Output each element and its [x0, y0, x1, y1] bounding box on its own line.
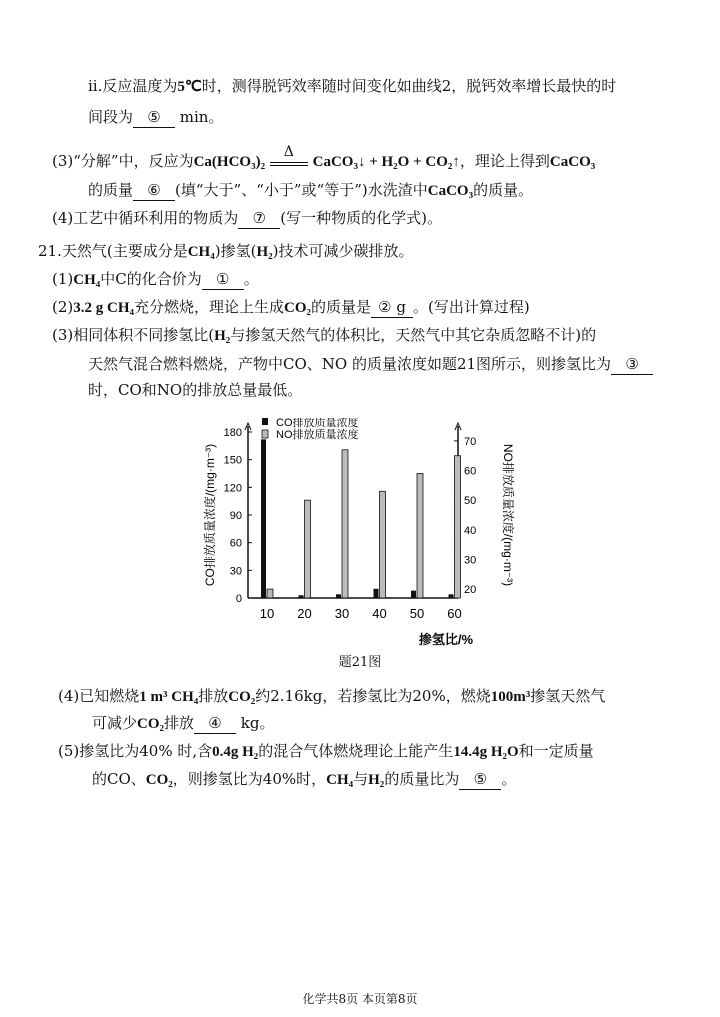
legend-no-swatch: [262, 430, 268, 438]
q21-2-co2: CO₂: [284, 300, 312, 316]
q21-4-text-g: kg。: [236, 714, 275, 732]
q20-ii-line2: [88, 107, 223, 128]
q20-3-line2: [88, 180, 533, 201]
answer-blank-3[interactable]: ③: [611, 354, 653, 375]
y-tick-label-left: 30: [229, 565, 242, 578]
q21-4-text-e: 可减少: [92, 714, 138, 732]
answer-blank-5[interactable]: ⑤: [133, 107, 175, 128]
q21-intro-b: )掺氢(: [214, 242, 257, 260]
co-bar: [299, 595, 304, 598]
co-bar: [449, 594, 454, 598]
y-tick-label-right: 30: [464, 554, 477, 567]
co-bar: [374, 589, 379, 598]
q21-3-text-c: 天然气混合燃料燃烧，产物中CO、NO 的质量浓度如题21图所示，则掺氢比为: [88, 355, 612, 373]
no-bar: [380, 491, 386, 598]
no-bar: [305, 500, 311, 598]
y-tick-label-left: 60: [229, 537, 242, 550]
q21-4-text-d: 掺氢天然气: [530, 687, 606, 705]
y-tick-label-right: 40: [464, 524, 477, 537]
q21-5-text-a: (5)掺氢比为40% 时,含: [58, 742, 213, 760]
co-bar: [261, 439, 266, 598]
q21-5-text-c: 和一定质量: [518, 742, 594, 760]
q21-3-line1: [52, 325, 596, 346]
q21-3-text-d: 时，CO和NO的排放总量最低。: [88, 381, 303, 399]
y-tick-label-left: 180: [223, 427, 242, 439]
q21-intro-h2: H₂: [256, 244, 273, 260]
delta-symbol: Δ: [283, 144, 294, 160]
q21-5-line2: [92, 769, 516, 790]
x-tick-label: 20: [297, 606, 312, 621]
q21-5-text-d: 的CO、: [92, 770, 146, 788]
q21-1-num: (1): [52, 270, 74, 288]
q21-intro-a: 21.天然气(主要成分是: [38, 242, 188, 260]
co-bar: [411, 591, 416, 598]
q21-4-volume: 100m³: [490, 689, 531, 705]
q21-4-co2-b: CO₂: [137, 716, 165, 732]
figure-caption: 题21图: [338, 655, 382, 670]
q20-3-caco3: CaCO₃: [549, 154, 596, 170]
q21-2-mass: 3.2 g CH₄: [73, 300, 134, 316]
q21-3-h2: H₂: [214, 328, 231, 344]
y-tick-label-right: 50: [464, 495, 477, 508]
q20-3-eq-right: CaCO₃↓ + H₂O + CO₂↑: [312, 154, 460, 170]
no-bar: [455, 456, 461, 598]
q21-5-h2o: 14.4g H₂O: [453, 744, 519, 760]
q20-ii-text-c: 间段为: [88, 108, 134, 126]
legend-co-label: CO排放质量浓度: [276, 418, 359, 429]
q20-3-text-d: 的质量: [88, 181, 134, 199]
q20-3-text-g: 的质量。: [473, 181, 534, 199]
answer-blank-7[interactable]: ⑦: [238, 208, 280, 229]
page-footer: 化学共8页 本页第8页: [302, 992, 418, 1006]
q20-4-line: [52, 208, 442, 229]
co-bar: [336, 594, 341, 598]
q20-ii-line1: [88, 76, 616, 97]
q20-3-caco3-b: CaCO₃: [427, 183, 474, 199]
q21-5-h2: 0.4g H₂: [212, 744, 259, 760]
y-axis-label-right: NO排放质量浓度/(mg·m⁻³): [501, 443, 515, 587]
q21-4-line2: [92, 713, 275, 734]
q21-5-ch4: CH₄: [326, 772, 354, 788]
q21-1-end: 。: [243, 270, 259, 288]
q21-4-co2: CO₂: [228, 689, 256, 705]
answer-blank-5b[interactable]: ⑤: [459, 769, 501, 790]
q21-5-h2-b: H₂: [368, 772, 385, 788]
q20-3-text-a: (3)“分解”中，反应为: [52, 152, 194, 170]
y-tick-label-right: 60: [464, 465, 477, 478]
q21-2-line: [52, 297, 530, 318]
q21-5-text-e: ，则掺氢比为40%时，: [172, 770, 327, 788]
q21-intro: [38, 241, 413, 262]
q21-2-text-b: 充分燃烧，理论上生成: [134, 298, 285, 316]
y-tick-label-left: 120: [223, 482, 242, 495]
q21-3-text-b: 与掺氢天然气的体积比，天然气中其它杂质忽略不计)的: [230, 326, 597, 344]
no-bar: [417, 474, 423, 599]
q21-5-end: 。: [501, 770, 517, 788]
x-tick-label: 60: [447, 606, 462, 621]
emission-bar-chart: [196, 418, 526, 658]
y-tick-label-left: 150: [223, 454, 242, 467]
heating-condition: [270, 144, 308, 166]
q21-5-co2: CO₂: [145, 772, 173, 788]
q21-2-text-c: 的质量是: [311, 298, 372, 316]
legend-no-label: NO排放质量浓度: [276, 429, 359, 441]
q21-1-ch4: CH₄: [73, 272, 101, 288]
x-tick-label: 40: [372, 606, 387, 621]
q21-intro-c: )技术可减少碳排放。: [272, 242, 414, 260]
q21-2-num: (2): [52, 298, 74, 316]
q21-1-text: 中C的化合价为: [100, 270, 202, 288]
q21-5-text-f: 与: [353, 770, 369, 788]
q21-4-text-f: 排放: [164, 714, 195, 732]
y-tick-label-left: 0: [235, 593, 242, 605]
q21-3-line2: [88, 354, 653, 375]
q21-3-text-a: (3)相同体积不同掺氢比(: [52, 326, 215, 344]
q21-4-m3: 1 m³ CH₄: [139, 689, 199, 705]
q21-5-text-b: 的混合气体燃烧理论上能产生: [258, 742, 454, 760]
y-tick-label-right: 20: [464, 584, 477, 597]
q21-4-text-c: 约2.16kg，若掺氢比为20%，燃烧: [255, 687, 491, 705]
no-bar: [342, 450, 348, 598]
q20-3-eq-left: Ca(HCO₃)₂: [193, 154, 266, 170]
q20-ii-unit: min。: [175, 108, 224, 126]
x-tick-label: 10: [259, 606, 275, 621]
q21-3-line3: [88, 380, 302, 400]
q20-3-text-b: ，理论上得到: [459, 152, 550, 170]
y-axis-label-left: CO排放质量浓度/(mg·m⁻³): [203, 443, 217, 587]
q20-4-text-a: (4)工艺中循环利用的物质为: [52, 209, 239, 227]
answer-blank-4[interactable]: ④: [194, 713, 236, 734]
q20-3-text-e: (填“大于”、“小于”或“等于”)水洗渣中: [175, 181, 428, 199]
q21-intro-ch4: CH₄: [187, 244, 215, 260]
y-tick-label-left: 90: [229, 510, 242, 522]
double-line: [270, 162, 308, 166]
q21-2-text-d: 。(写出计算过程): [413, 298, 530, 316]
q21-5-line1: [58, 741, 594, 762]
q20-ii-temp: 5℃: [177, 79, 202, 95]
x-tick-label: 30: [334, 606, 350, 621]
q20-ii-text-b: 时，测得脱钙效率随时间变化如曲线2，脱钙效率增长最快的时: [201, 77, 617, 95]
q21-4-text-b: 排放: [198, 687, 229, 705]
q21-1-line: [52, 269, 259, 290]
legend-co-swatch: [262, 418, 268, 425]
q21-4-line1: [58, 686, 605, 707]
q20-3-line1: [52, 144, 596, 172]
answer-blank-2[interactable]: ② g: [371, 297, 413, 318]
q21-5-text-g: 的质量比为: [384, 770, 460, 788]
x-tick-label: 50: [409, 606, 425, 621]
answer-blank-6[interactable]: ⑥: [133, 180, 175, 201]
q20-4-text-b: (写一种物质的化学式)。: [280, 209, 442, 227]
q20-ii-text-a: ii.反应温度为: [88, 77, 178, 95]
x-axis-label: 掺氢比/%: [418, 632, 474, 647]
no-bar: [267, 589, 273, 598]
answer-blank-1[interactable]: ①: [202, 269, 244, 290]
q21-4-text-a: (4)已知燃烧: [58, 687, 140, 705]
y-tick-label-right: 70: [464, 435, 477, 448]
